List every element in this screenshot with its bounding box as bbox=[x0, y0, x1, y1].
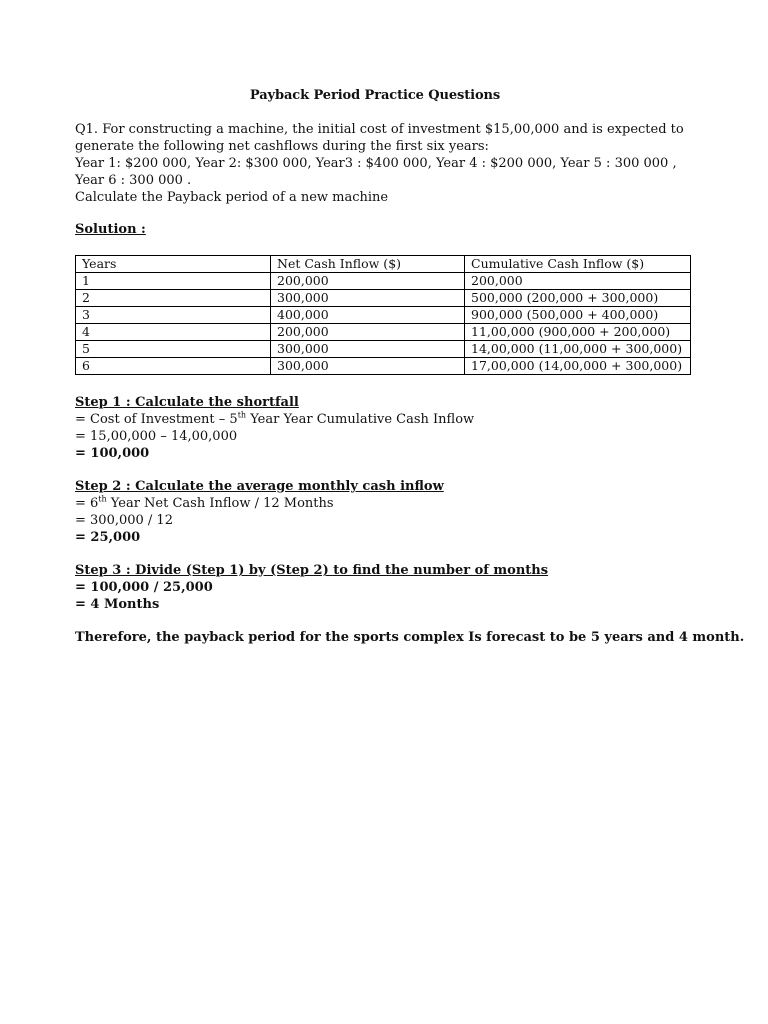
step2-line-text: Year Net Cash Inflow / 12 Months bbox=[106, 496, 334, 511]
step3-heading: Step 3 : Divide (Step 1) by (Step 2) to find the number of months bbox=[75, 563, 549, 578]
table-cell: 6 bbox=[76, 358, 271, 375]
table-cell: 300,000 bbox=[271, 290, 465, 307]
table-cell: 200,000 bbox=[271, 324, 465, 341]
step2-result: = 25,000 bbox=[75, 530, 141, 545]
table-row bbox=[76, 290, 691, 307]
conclusion-text: Therefore, the payback period for the sports complex Is forecast to be 5 years and 4 month. bbox=[75, 630, 745, 645]
table-cell: 17,00,000 (14,00,000 + 300,000) bbox=[465, 358, 691, 375]
table-cell: 400,000 bbox=[271, 307, 465, 324]
step2-line: = 300,000 / 12 bbox=[75, 513, 173, 528]
table-row bbox=[76, 358, 691, 375]
step2-heading: Step 2 : Calculate the average monthly cash inflow bbox=[75, 479, 444, 494]
step2-line bbox=[75, 495, 548, 512]
step1-line-text: Year Year Cumulative Cash Inflow bbox=[246, 412, 475, 427]
cash-inflow-table bbox=[75, 255, 691, 375]
step1-line bbox=[75, 411, 548, 428]
question-line: Year 6 : 300 000 . bbox=[75, 173, 192, 188]
question-line: Calculate the Payback period of a new machine bbox=[75, 190, 389, 205]
table-row bbox=[76, 273, 691, 290]
header-cell: Net Cash Inflow ($) bbox=[271, 256, 465, 273]
ordinal-suffix: th bbox=[237, 410, 247, 420]
question-text bbox=[75, 121, 695, 206]
table-cell: 4 bbox=[76, 324, 271, 341]
table-cell: 5 bbox=[76, 341, 271, 358]
table-header-row bbox=[76, 256, 691, 273]
table-row bbox=[76, 341, 691, 358]
header-cell: Years bbox=[76, 256, 271, 273]
table-cell: 11,00,000 (900,000 + 200,000) bbox=[465, 324, 691, 341]
step1-line-text: = Cost of Investment – 5 bbox=[75, 412, 238, 427]
table-cell: 3 bbox=[76, 307, 271, 324]
table-cell: 300,000 bbox=[271, 341, 465, 358]
solution-steps bbox=[75, 394, 548, 613]
step1-line: = 15,00,000 – 14,00,000 bbox=[75, 429, 238, 444]
ordinal-suffix: th bbox=[98, 494, 107, 504]
table-cell: 500,000 (200,000 + 300,000) bbox=[465, 290, 691, 307]
solution-label: Solution : bbox=[75, 222, 146, 237]
table-cell: 300,000 bbox=[271, 358, 465, 375]
question-line: Q1. For constructing a machine, the initial cost of investment $15,00,000 and is expected to bbox=[75, 122, 684, 137]
table-cell: 14,00,000 (11,00,000 + 300,000) bbox=[465, 341, 691, 358]
table-row bbox=[76, 307, 691, 324]
spacer bbox=[75, 546, 548, 562]
question-line: generate the following net cashflows during the first six years: bbox=[75, 139, 489, 154]
table-cell: 2 bbox=[76, 290, 271, 307]
table-cell: 1 bbox=[76, 273, 271, 290]
step3-result: = 4 Months bbox=[75, 597, 160, 612]
table-cell: 900,000 (500,000 + 400,000) bbox=[465, 307, 691, 324]
spacer bbox=[75, 462, 548, 478]
step1-heading: Step 1 : Calculate the shortfall bbox=[75, 395, 299, 410]
table-row bbox=[76, 324, 691, 341]
step2-line-text: = 6 bbox=[75, 496, 99, 511]
header-cell: Cumulative Cash Inflow ($) bbox=[465, 256, 691, 273]
step3-line: = 100,000 / 25,000 bbox=[75, 580, 213, 595]
step1-result: = 100,000 bbox=[75, 446, 150, 461]
page-title: Payback Period Practice Questions bbox=[249, 88, 501, 103]
table-cell: 200,000 bbox=[465, 273, 691, 290]
table-cell: 200,000 bbox=[271, 273, 465, 290]
question-line: Year 1: $200 000, Year 2: $300 000, Year3 : $400 000, Year 4 : $200 000, Year 5 : 300 000 , bbox=[75, 156, 677, 171]
